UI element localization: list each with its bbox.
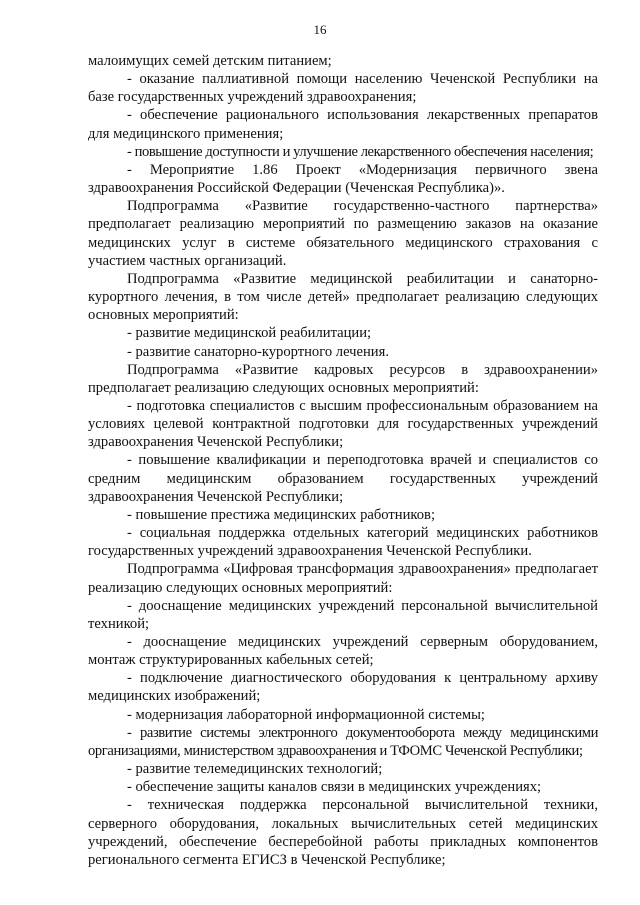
paragraph: Подпрограмма «Развитие медицинской реабилитации и санаторно-курортного лечения, в том числе детей» предполагает реализацию следующих основных мероприятий: (88, 270, 598, 324)
paragraph: Подпрограмма «Развитие кадровых ресурсов в здравоохранении» предполагает реализацию следующих основных мероприятий: (88, 361, 598, 396)
paragraph: малоимущих семей детским питанием; (88, 53, 332, 69)
list-item: - развитие системы электронного документооборота между медицинскими организациями, министерством здравоохранения и ТФОМС Чеченской Республики; (88, 724, 598, 759)
paragraph: Подпрограмма «Цифровая трансформация здравоохранения» предполагает реализацию следующих основных мероприятий: (88, 561, 598, 596)
list-item: - оказание паллиативной помощи населению Чеченской Республики на базе государственных учреждений здравоохранения; (88, 71, 598, 106)
list-item: - Мероприятие 1.86 Проект «Модернизация первичного звена здравоохранения Российской Федерации (Чеченская Республика)». (88, 161, 598, 197)
list-item: - техническая поддержка персональной вычислительной техники, серверного оборудования, локальных вычислительных сетей медицинских учреждений, обеспечение бесперебойной работы прикладных компонентов регионального сегмента ЕГИСЗ в Чеченской Республике; (88, 797, 598, 868)
list-item: - повышение квалификации и переподготовка врачей и специалистов со средним медицинским образованием государственных учреждений здравоохранения Чеченской Республики; (88, 452, 598, 505)
list-item: - дооснащение медицинских учреждений серверным оборудованием, монтаж структурированных кабельных сетей; (88, 634, 598, 669)
list-item: - дооснащение медицинских учреждений персональной вычислительной техникой; (88, 597, 598, 632)
document-body (88, 52, 598, 869)
list-item: - модернизация лабораторной информационной системы; (127, 706, 485, 723)
list-item: - развитие медицинской реабилитации; (127, 325, 372, 342)
page-number: 16 (313, 22, 327, 37)
list-item: - подключение диагностического оборудования к центральному архиву медицинских изображений; (88, 670, 598, 705)
list-item: - повышение престижа медицинских работников; (127, 506, 435, 523)
list-item: - обеспечение рационального использования лекарственных препаратов для медицинского применения; (88, 107, 598, 142)
list-item: - подготовка специалистов с высшим профессиональным образованием на условиях целевой контрактной подготовки для государственных учреждений здравоохранения Чеченской Республики; (88, 397, 598, 451)
list-item: - социальная поддержка отдельных категорий медицинских работников государственных учреждений здравоохранения Чеченской Республики. (88, 525, 598, 560)
list-item: - развитие телемедицинских технологий; (127, 761, 383, 778)
list-item: - развитие санаторно-курортного лечения. (127, 343, 389, 360)
paragraph: Подпрограмма «Развитие государственно-частного партнерства» предполагает реализацию мероприятий по размещению заказов на оказание медицинских услуг в системе обязательного медицинского страхования с участием частных организаций. (88, 198, 598, 269)
list-item: - повышение доступности и улучшение лекарственного обеспечения населения; (127, 143, 594, 160)
list-item: - обеспечение защиты каналов связи в медицинских учреждениях; (127, 779, 542, 796)
